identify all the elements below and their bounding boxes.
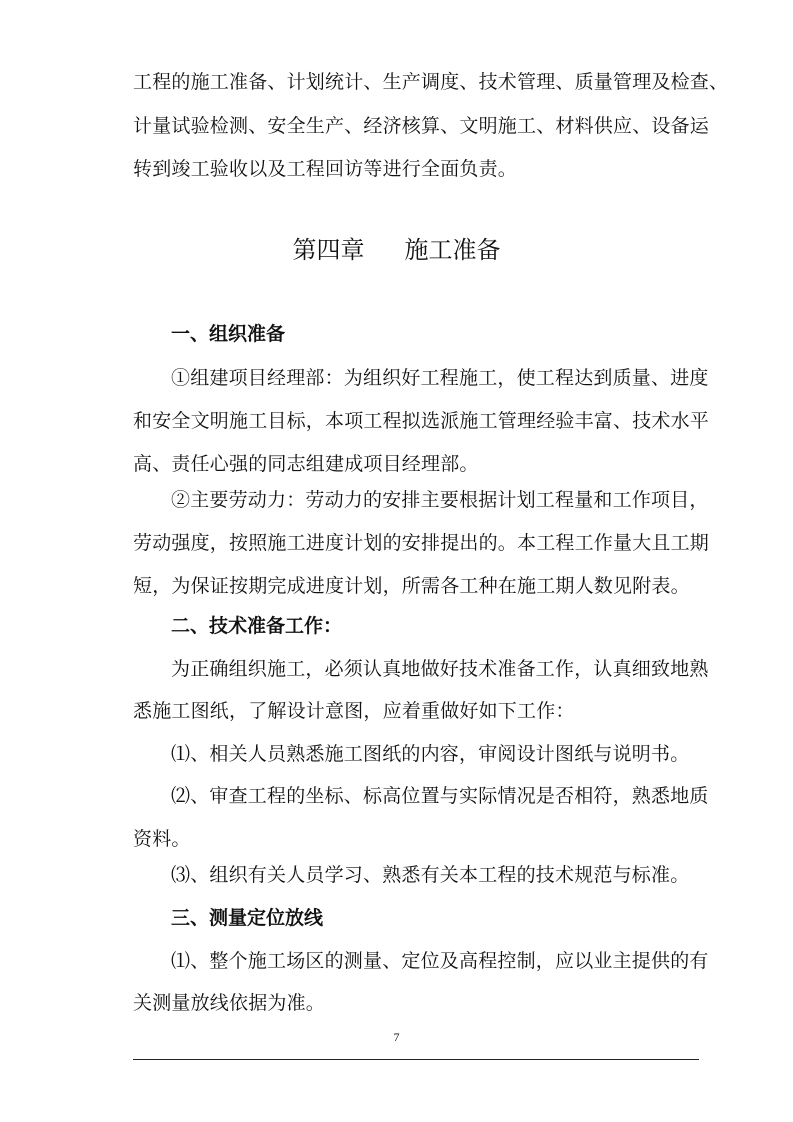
paragraph-line: ①组建项目经理部：为组织好工程施工，使工程达到质量、进度 <box>171 367 709 389</box>
paragraph-line: 资料。 <box>133 828 191 850</box>
list-item: ⑵、审查工程的坐标、标高位置与实际情况是否相符，熟悉地质 <box>171 785 709 807</box>
footer-divider <box>133 1059 699 1060</box>
paragraph-line: 工程的施工准备、计划统计、生产调度、技术管理、质量管理及检查、 <box>133 71 729 93</box>
paragraph-line: 关测量放线依据为准。 <box>133 992 326 1014</box>
chapter-number: 第四章 <box>292 236 365 264</box>
paragraph-line: 悉施工图纸，了解设计意图，应着重做好如下工作： <box>133 700 575 722</box>
section-heading-survey: 三、测量定位放线 <box>171 907 324 929</box>
page-number: 7 <box>393 1030 400 1044</box>
chapter-heading <box>0 234 793 266</box>
section-heading-organization: 一、组织准备 <box>171 323 286 345</box>
paragraph-line: 为正确组织施工，必须认真地做好技术准备工作，认真细致地熟 <box>171 658 709 680</box>
section-heading-technical: 二、技术准备工作： <box>171 615 343 637</box>
paragraph-line: 和安全文明施工目标，本项工程拟选派施工管理经验丰富、技术水平 <box>133 410 710 432</box>
paragraph-line: 劳动强度，按照施工进度计划的安排提出的。本工程工作量大且工期 <box>133 532 710 554</box>
list-item: ⑴、相关人员熟悉施工图纸的内容，审阅设计图纸与说明书。 <box>171 743 690 765</box>
paragraph-line: 计量试验检测、安全生产、经济核算、文明施工、材料供应、设备运 <box>133 115 710 137</box>
paragraph-line: 短，为保证按期完成进度计划，所需各工种在施工期人数见附表。 <box>133 575 690 597</box>
paragraph-line: 高、责任心强的同志组建成项目经理部。 <box>133 453 479 475</box>
chapter-title: 施工准备 <box>404 236 501 264</box>
paragraph-line: ②主要劳动力：劳动力的安排主要根据计划工程量和工作项目， <box>171 489 709 511</box>
paragraph-line: 转到竣工验收以及工程回访等进行全面负责。 <box>133 158 518 180</box>
list-item: ⑶、组织有关人员学习、熟悉有关本工程的技术规范与标准。 <box>171 864 690 886</box>
list-item: ⑴、整个施工场区的测量、定位及高程控制，应以业主提供的有 <box>171 950 709 972</box>
